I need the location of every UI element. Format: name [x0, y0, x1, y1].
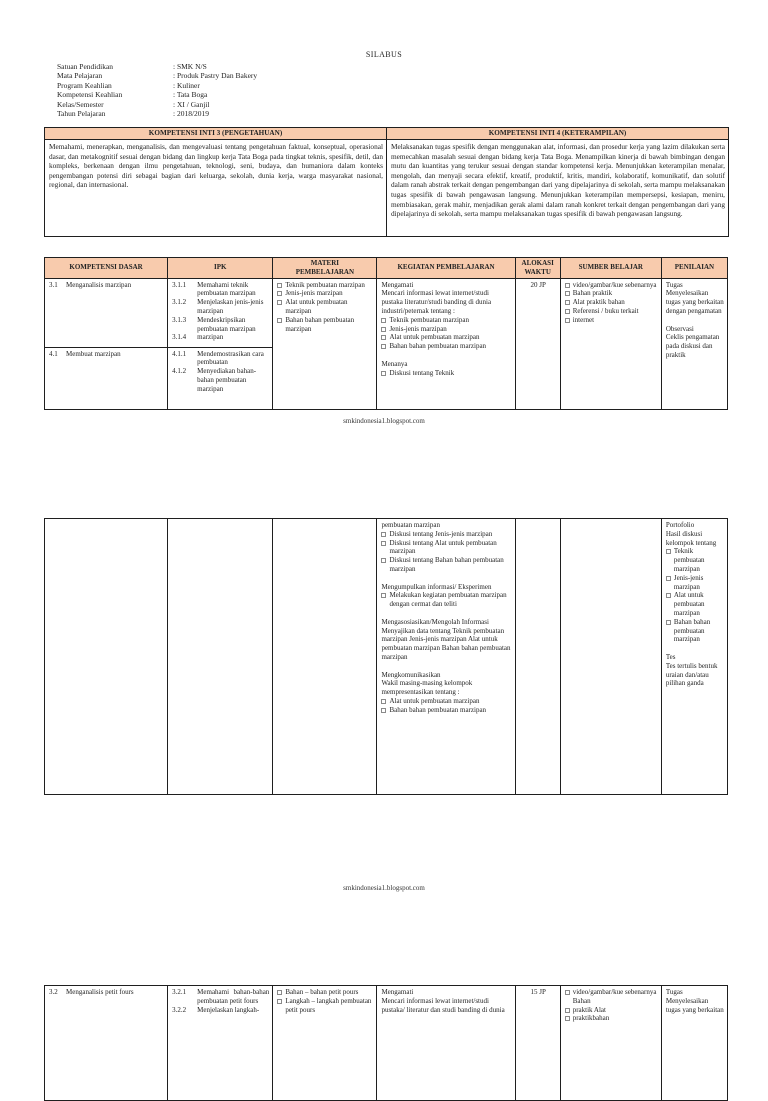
header-kompetensi-dasar: KOMPETENSI DASAR [45, 258, 168, 279]
numbered-item: 3.1 Menganalisis marzipan [49, 280, 132, 289]
text-line: Tes [665, 652, 676, 661]
cell-sumber-petit-fours [560, 986, 661, 1101]
square-bullet-icon [381, 532, 386, 537]
document-meta [57, 62, 257, 118]
bullet-item: video/gambar/kue sebenarnya [565, 281, 658, 290]
text-line: Mengamati [381, 280, 414, 289]
header-penilaian: PENILAIAN [661, 258, 727, 279]
bullet-item: Bahan bahan pembuatan marzipan [381, 342, 511, 351]
square-bullet-icon [381, 335, 386, 340]
cell-ipk-3-2 [168, 986, 273, 1101]
cell-kegiatan-pembelajaran-cont [377, 519, 515, 795]
blank-line [381, 351, 511, 360]
text-line: pembuatan marzipan [381, 521, 440, 529]
text-line: Observasi [665, 324, 694, 333]
cell-ipk-3-1 [168, 278, 273, 347]
numbered-item: 3.1.2 Menjelaskan jenis-jenis marzipan [172, 298, 264, 315]
square-bullet-icon [666, 620, 671, 625]
cell-kompetensi-dasar-3-1 [45, 278, 168, 347]
document-title: SILABUS [365, 50, 403, 59]
cell-kompetensi-dasar-3-2 [45, 986, 168, 1101]
header-label: MATERI PEMBELAJARAN [295, 259, 355, 276]
square-bullet-icon [565, 309, 570, 314]
text-line: Mengasosiasikan/Mengolah Informasi [381, 617, 489, 626]
text-line: Mengamati [381, 988, 414, 996]
square-bullet-icon [565, 1016, 570, 1021]
bullet-item: Alat untuk pembuatan marzipan [666, 591, 724, 617]
bullet-item: Diskusi tentang Jenis-jenis marzipan [381, 530, 511, 539]
square-bullet-icon [565, 300, 570, 305]
kompetensi-inti-table [44, 127, 729, 237]
meta-label: Kelas/Semester [57, 99, 104, 109]
square-bullet-icon [666, 576, 671, 581]
page1-footer-url: smkindonesia1.blogspot.com [343, 417, 425, 425]
meta-row-kompetensi-keahlian [57, 90, 257, 99]
numbered-item: 3.2 Menganalisis petit fours [49, 988, 134, 996]
text-line: Wakil masing-masing kelompok mempresentasikan tentang : [381, 679, 473, 697]
text-line: Portofolio [665, 521, 695, 529]
bullet-item: Langkah – langkah pembuatan petit pours [277, 997, 373, 1015]
cell-kegiatan-pembelajaran [377, 278, 515, 409]
bullet-item: Melakukan kegiatan pembuatan marzipan dengan cermat dan teliti [381, 591, 511, 609]
silabus-header-row [45, 258, 728, 279]
meta-value: : Produk Pastry Dan Bakery [173, 71, 258, 81]
numbered-item: 3.2.1 Memahami bahan-bahan pembuatan petit fours [172, 988, 270, 1005]
text-line: Tugas [665, 988, 683, 996]
bullet-item: Alat untuk pembuatan marzipan [381, 697, 511, 706]
square-bullet-icon [565, 990, 570, 995]
bullet-item: Bahan praktik [565, 289, 658, 298]
meta-row-program-keahlian [57, 81, 257, 90]
square-bullet-icon [565, 291, 570, 296]
cell-sumber-belajar [560, 278, 661, 409]
cell-kegiatan-petit-fours [377, 986, 515, 1101]
meta-row-tahun-pelajaran [57, 109, 257, 118]
numbered-item: 3.1.4 marzipan [172, 333, 224, 342]
text-line: Menyajikan data tentang Teknik pembuatan marzipan Jenis-jenis marzipan Alat untuk pembuatan marzipan Bahan bahan pembuatan marzipan [381, 626, 511, 661]
square-bullet-icon [381, 593, 386, 598]
ki3-body: Memahami, menerapkan, menganalisis, dan mengevaluasi tentang pengetahuan faktual, konseptual, operasional dasar, dan metakognitif sesuai dengan bidang dan lingkup kerja Tata Boga pada tingkat teknis, spesifik, detil, dan kompleks, berkenaan dengan ilmu pengetahuan, teknologi, seni, budaya, dan humaniora dalam konteks pengembangan potensi diri sebagai bagian dari keluarga, sekolah, dunia kerja, warga masyarakat nasional, regional, dan internasional. [45, 140, 387, 237]
meta-label: Tahun Pelajaran [57, 109, 106, 119]
square-bullet-icon [666, 593, 671, 598]
meta-value: : Tata Boga [173, 90, 208, 100]
silabus-table-page3 [44, 985, 728, 1101]
bullet-item: Alat praktik bahan [565, 298, 658, 307]
bullet-item: praktik Alat [565, 1006, 658, 1015]
meta-value: : Kuliner [173, 80, 200, 90]
meta-row-kelas-semester [57, 100, 257, 109]
row-kd-3-2 [45, 986, 728, 1101]
meta-row-satuan-pendidikan [57, 62, 257, 71]
meta-row-mata-pelajaran [57, 71, 257, 80]
cell-sumber-empty [560, 519, 661, 795]
numbered-item: 4.1.2 Menyediakan bahan-bahan pembuatan marzipan [172, 367, 257, 393]
square-bullet-icon [277, 283, 282, 288]
cell-materi-empty [273, 519, 377, 795]
meta-value: : XI / Ganjil [173, 99, 210, 109]
numbered-item: 4.1.1 Mendemostrasikan cara pembuatan [172, 349, 264, 367]
text-line: Menanya [381, 359, 408, 368]
text-line: Hasil diskusi kelompok tentang [665, 529, 717, 547]
blank-line [666, 316, 724, 325]
bullet-item: video/gambar/kue sebenarnya Bahan [565, 988, 658, 1006]
text-line: Mengumpulkan informasi/ Eksperimen [381, 582, 492, 591]
bullet-item: Jenis-jenis marzipan [666, 574, 724, 592]
square-bullet-icon [381, 708, 386, 713]
bullet-item: Bahan – bahan petit pours [277, 988, 373, 997]
bullet-item: praktikbahan [565, 1014, 658, 1023]
text-line: Menyelesaikan tugas yang berkaitan dengan pengamatan [665, 289, 724, 315]
ki4-body: Melaksanakan tugas spesifik dengan menggunakan alat, informasi, dan prosedur kerja yang lazim dilakukan serta memecahkan masalah sesuai dengan bidang kerja Tata Boga. Menampilkan kinerja di bawah bimbingan dengan mutu dan kuantitas yang terukur sesuai dengan standar kompetensi kerja. Menunjukkan keterampilan menalar, mengolah, dan menyaji secara efektif, kreatif, produktif, kritis, mandiri, kolaboratif, komunikatif, dan solutif dalam ranah abstrak terkait dengan pengembangan dari yang dipelajarinya di sekolah, serta mampu melaksanakan tugas spesifik di bawah pengawasan langsung. Menunjukkan keterampilan mempersepsi, kesiapan, meniru, membiasakan, gerak mahir, menjadikan gerak alami dalam ranah konkret terkait dengan pengembangan dari yang dipelajarinya di sekolah, serta mampu melaksanakan tugas spesifik di bawah pengawasan langsung. [387, 140, 729, 237]
meta-value: : 2018/2019 [173, 109, 210, 119]
header-ipk: IPK [168, 258, 273, 279]
cell-alokasi-empty [515, 519, 560, 795]
text-line: Mengkomunikasikan [381, 670, 441, 679]
page2-footer-url: smkindonesia1.blogspot.com [343, 884, 425, 892]
header-sumber-belajar: SUMBER BELAJAR [560, 258, 661, 279]
bullet-item: Diskusi tentang Teknik [381, 369, 511, 378]
cell-ipk-empty [168, 519, 273, 795]
bullet-item: Alat untuk pembuatan marzipan [381, 333, 511, 342]
square-bullet-icon [666, 549, 671, 554]
bullet-item: Bahan bahan pembuatan marzipan [381, 706, 511, 715]
blank-line [381, 662, 511, 671]
meta-value: : SMK N/S [173, 62, 207, 71]
bullet-item: Alat untuk pembuatan marzipan [277, 298, 373, 316]
bullet-item: Jenis-jenis marzipan [381, 325, 511, 334]
blank-line [666, 644, 724, 653]
bullet-item: Bahan bahan pembuatan marzipan [666, 618, 724, 644]
cell-ipk-4-1 [168, 347, 273, 409]
text-line: Mencari informasi lewat internet/studi pustaka/ literatur dan studi banding di dunia [381, 996, 505, 1014]
text-line: Menyelesaikan tugas yang berkaitan [665, 996, 724, 1014]
text-line: Mencari informasi lewat internet/studi pustaka literatur/studi banding di dunia industri/peternak tentang : [381, 289, 492, 315]
bullet-item: Diskusi tentang Bahan bahan pembuatan marzipan [381, 556, 511, 574]
bullet-item: Diskusi tentang Alat untuk pembuatan marzipan [381, 539, 511, 557]
square-bullet-icon [277, 999, 282, 1004]
meta-label: Satuan Pendidikan [57, 62, 114, 71]
numbered-item: 3.1.1 Memahami teknik pembuatan marzipan [172, 280, 256, 298]
text-line: Tes tertulis bentuk uraian dan/atau pilihan ganda [665, 661, 718, 688]
square-bullet-icon [565, 1008, 570, 1013]
meta-label: Mata Pelajaran [57, 71, 103, 81]
header-materi-pembelajaran [273, 258, 377, 279]
square-bullet-icon [277, 291, 282, 296]
text-line: Ceklis pengamatan pada diskusi dan praktik [665, 333, 720, 359]
square-bullet-icon [565, 318, 570, 323]
cell-alokasi-petit-fours: 15 JP [515, 986, 560, 1101]
blank-line [381, 609, 511, 618]
row-kd-3-1 [45, 278, 728, 347]
square-bullet-icon [381, 344, 386, 349]
blank-line [381, 574, 511, 583]
cell-alokasi-waktu: 20 JP [515, 278, 560, 409]
bullet-item: Jenis-jenis marzipan [277, 289, 373, 298]
bullet-item: Teknik pembuatan marzipan [381, 316, 511, 325]
square-bullet-icon [381, 318, 386, 323]
square-bullet-icon [277, 318, 282, 323]
bullet-item: Referensi / buku terkait [565, 307, 658, 316]
numbered-item: 4.1 Membuat marzipan [49, 349, 121, 358]
square-bullet-icon [381, 699, 386, 704]
bullet-item: internet [565, 316, 658, 325]
square-bullet-icon [277, 300, 282, 305]
square-bullet-icon [381, 327, 386, 332]
cell-kompetensi-dasar-empty [45, 519, 168, 795]
square-bullet-icon [381, 371, 386, 376]
silabus-table-page2 [44, 518, 728, 795]
cell-penilaian-cont [661, 519, 727, 795]
cell-materi-pembelajaran [273, 278, 377, 409]
ki3-header: KOMPETENSI INTI 3 (PENGETAHUAN) [45, 128, 387, 140]
square-bullet-icon [277, 990, 282, 995]
numbered-item: 3.2.2 Menjelaskan langkah- [172, 1005, 260, 1014]
row-marzipan-continuation [45, 519, 728, 795]
header-kegiatan-pembelajaran: KEGIATAN PEMBELAJARAN [377, 258, 515, 279]
square-bullet-icon [565, 283, 570, 288]
meta-label: Program Keahlian [57, 80, 112, 90]
bullet-item: Teknik pembuatan marzipan [666, 547, 724, 573]
cell-penilaian [661, 278, 727, 409]
cell-materi-petit-fours [273, 986, 377, 1101]
meta-label: Kompetensi Keahlian [57, 90, 123, 100]
silabus-table-page1 [44, 257, 728, 410]
header-alokasi-waktu: ALOKASI WAKTU [515, 258, 560, 279]
square-bullet-icon [381, 541, 386, 546]
cell-kompetensi-dasar-4-1 [45, 347, 168, 409]
ki4-header: KOMPETENSI INTI 4 (KETERAMPILAN) [387, 128, 729, 140]
numbered-item: 3.1.3 Mendeskripsikan pembuatan marzipan [172, 315, 256, 333]
bullet-item: Teknik pembuatan marzipan [277, 281, 373, 290]
cell-penilaian-petit-fours [661, 986, 727, 1101]
square-bullet-icon [381, 558, 386, 563]
bullet-item: Bahan bahan pembuatan marzipan [277, 316, 373, 334]
text-line: Tugas [665, 280, 683, 289]
